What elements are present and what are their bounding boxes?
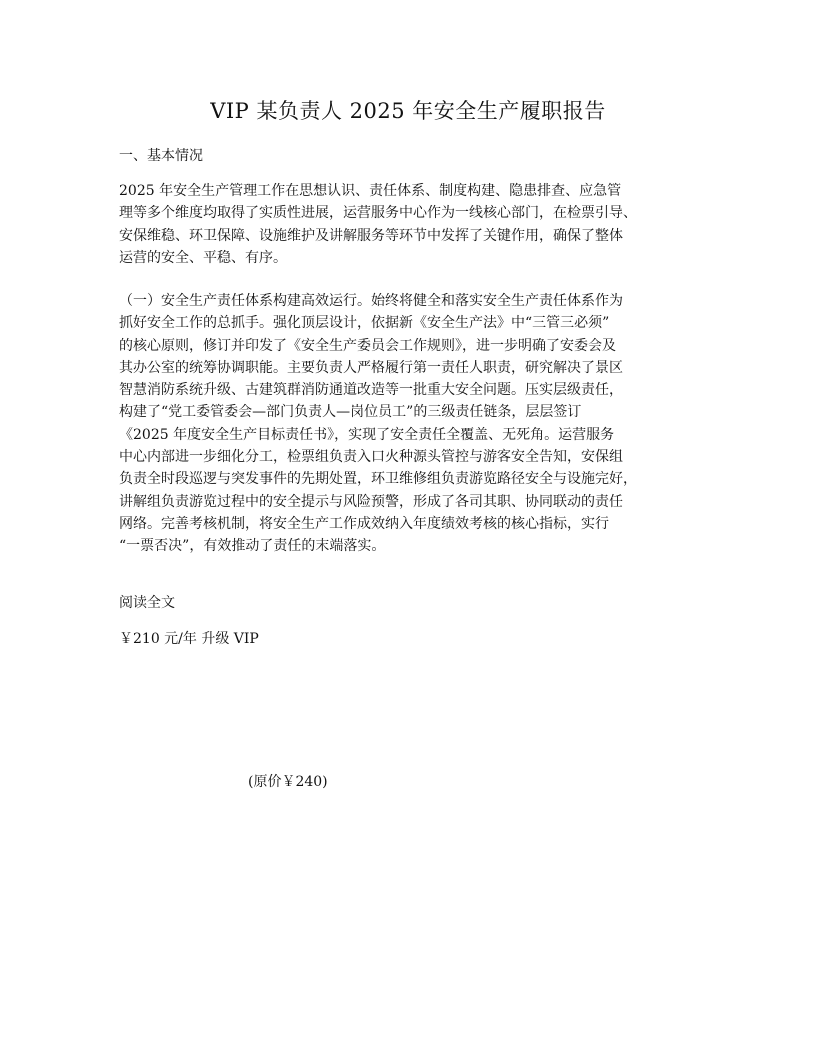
paragraph-line: 中心内部进一步细化分工，检票组负责入口火种源头管控与游客安全告知，安保组 [119,449,623,466]
paragraph-line: 运营的安全、平稳、有序。 [119,249,287,266]
read-full-text-link[interactable]: 阅读全文 [119,595,175,611]
vip-price: ￥210 元/年 [119,631,197,647]
paragraph-line: 理等多个维度均取得了实质性进展，运营服务中心作为一线核心部门，在检票引导、 [119,205,637,222]
section-heading: 一、基本情况 [119,148,203,164]
paragraph-line: 智慧消防系统升级、古建筑群消防通道改造等一批重大安全问题。压实层级责任， [119,382,623,399]
paragraph-line: 构建了“党工委管委会—部门负责人—岗位员工”的三级责任链条，层层签订 [119,404,582,421]
paragraph-line: （一）安全生产责任体系构建高效运行。始终将健全和落实安全生产责任体系作为 [119,293,623,309]
paragraph-line: 讲解组负责游览过程中的安全提示与风险预警，形成了各司其职、协同联动的责任 [119,493,623,510]
paragraph-line: 负责全时段巡逻与突发事件的先期处置，环卫维修组负责游览路径安全与设施完好， [119,471,637,488]
paragraph-line: 的核心原则，修订并印发了《安全生产委员会工作规则》，进一步明确了安委会及 [119,337,616,354]
price-row [119,629,259,649]
paragraph-line: 抓好安全工作的总抓手。强化顶层设计，依据新《安全生产法》中“三管三必须” [119,315,610,332]
upgrade-vip-button[interactable]: 升级 VIP [201,631,259,647]
document-title: VIP 某负责人 2025 年安全生产履职报告 [210,99,606,123]
original-price: (原价￥240) [248,774,328,790]
paragraph-line: 其办公室的统筹协调职能。主要负责人严格履行第一责任人职责，研究解决了景区 [119,359,623,376]
paragraph-line: “一票否决”，有效推动了责任的末端落实。 [119,538,386,555]
paragraph-line: 安保维稳、环卫保障、设施维护及讲解服务等环节中发挥了关键作用，确保了整体 [119,227,623,244]
paragraph-intro [119,180,704,269]
paragraph-responsibility-system [119,290,704,558]
paragraph-line: 网络。完善考核机制，将安全生产工作成效纳入年度绩效考核的核心指标，实行 [119,515,609,532]
paragraph-line: 2025 年安全生产管理工作在思想认识、责任体系、制度构建、隐患排查、应急管 [119,183,622,199]
paragraph-line: 《2025 年度安全生产目标责任书》，实现了安全责任全覆盖、无死角。运营服务 [119,426,615,443]
